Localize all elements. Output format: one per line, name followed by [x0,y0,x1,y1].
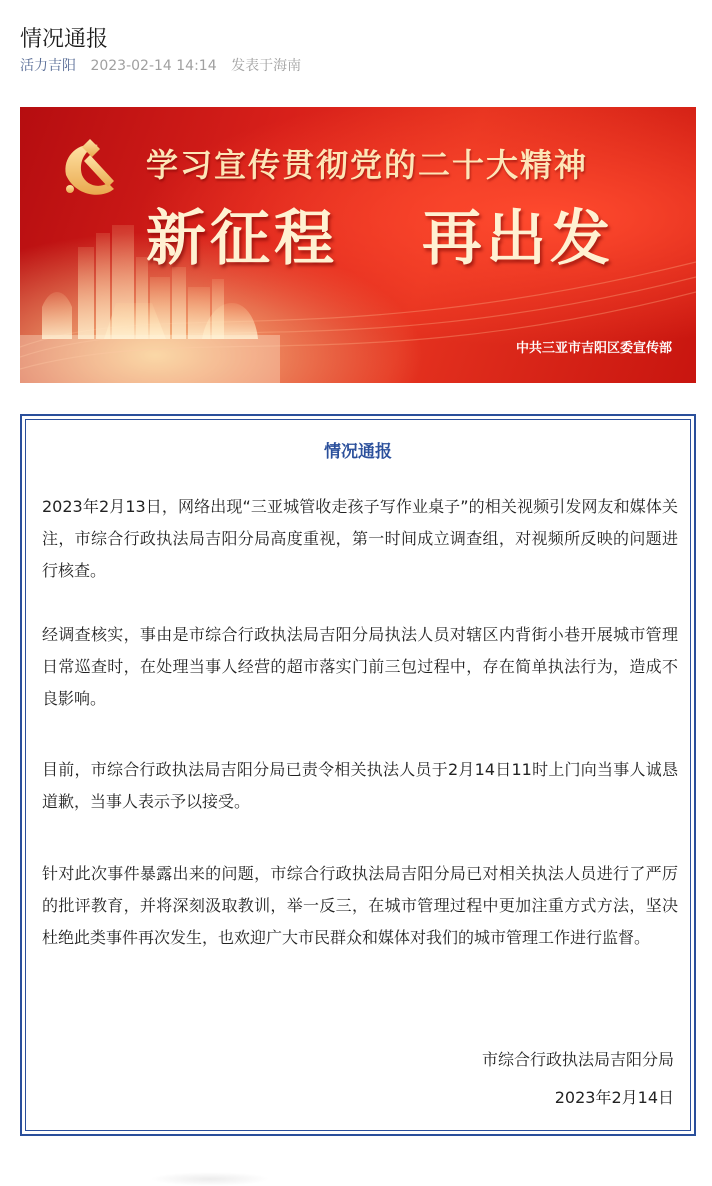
publish-location: 发表于海南 [231,58,302,74]
notice-title: 情况通报 [324,442,392,462]
next-content-edge [150,1172,270,1186]
notice-paragraph-2: 经调查核实，事由是市综合行政执法局吉阳分局执法人员对辖区内背街小巷开展城市管理日常巡查时，在处理当事人经营的超市落实门前三包过程中，存在简单执法行为，造成不良影响。 [42,625,678,708]
notice-date: 2023年2月14日 [554,1088,674,1107]
notice-signature: 市综合行政执法局吉阳分局 [481,1050,674,1069]
banner-slogan-left: 新征程 [146,204,338,274]
banner-organization: 中共三亚市吉阳区委宣传部 [515,341,672,356]
banner-image[interactable] [20,107,696,383]
notice-paragraph-4: 针对此次事件暴露出来的问题，市综合行政执法局吉阳分局已对相关执法人员进行了严厉的批评教育，并将深刻汲取教训，举一反三，在城市管理过程中更加注重方式方法，坚决杜绝此类事件再次发生，也欢迎广大市民群众和媒体对我们的城市管理工作进行监督。 [42,864,678,947]
notice-box [20,414,696,1136]
account-name-link[interactable]: 活力吉阳 [20,58,76,74]
article-title: 情况通报 [20,26,109,52]
notice-paragraph-3: 目前，市综合行政执法局吉阳分局已责令相关执法人员于2月14日11时上门向当事人诚恳道歉，当事人表示予以接受。 [42,760,678,811]
banner-headline: 学习宣传贯彻党的二十大精神 [146,146,589,184]
publish-time: 2023-02-14 14:14 [90,58,217,74]
notice-paragraph-1: 2023年2月13日，网络出现“三亚城管收走孩子写作业桌子”的相关视频引发网友和媒体关注，市综合行政执法局吉阳分局高度重视，第一时间成立调查组，对视频所反映的问题进行核查。 [42,497,678,580]
banner-slogan-right: 再出发 [422,204,614,274]
article-meta [20,56,301,76]
hammer-and-sickle-icon [65,139,114,195]
